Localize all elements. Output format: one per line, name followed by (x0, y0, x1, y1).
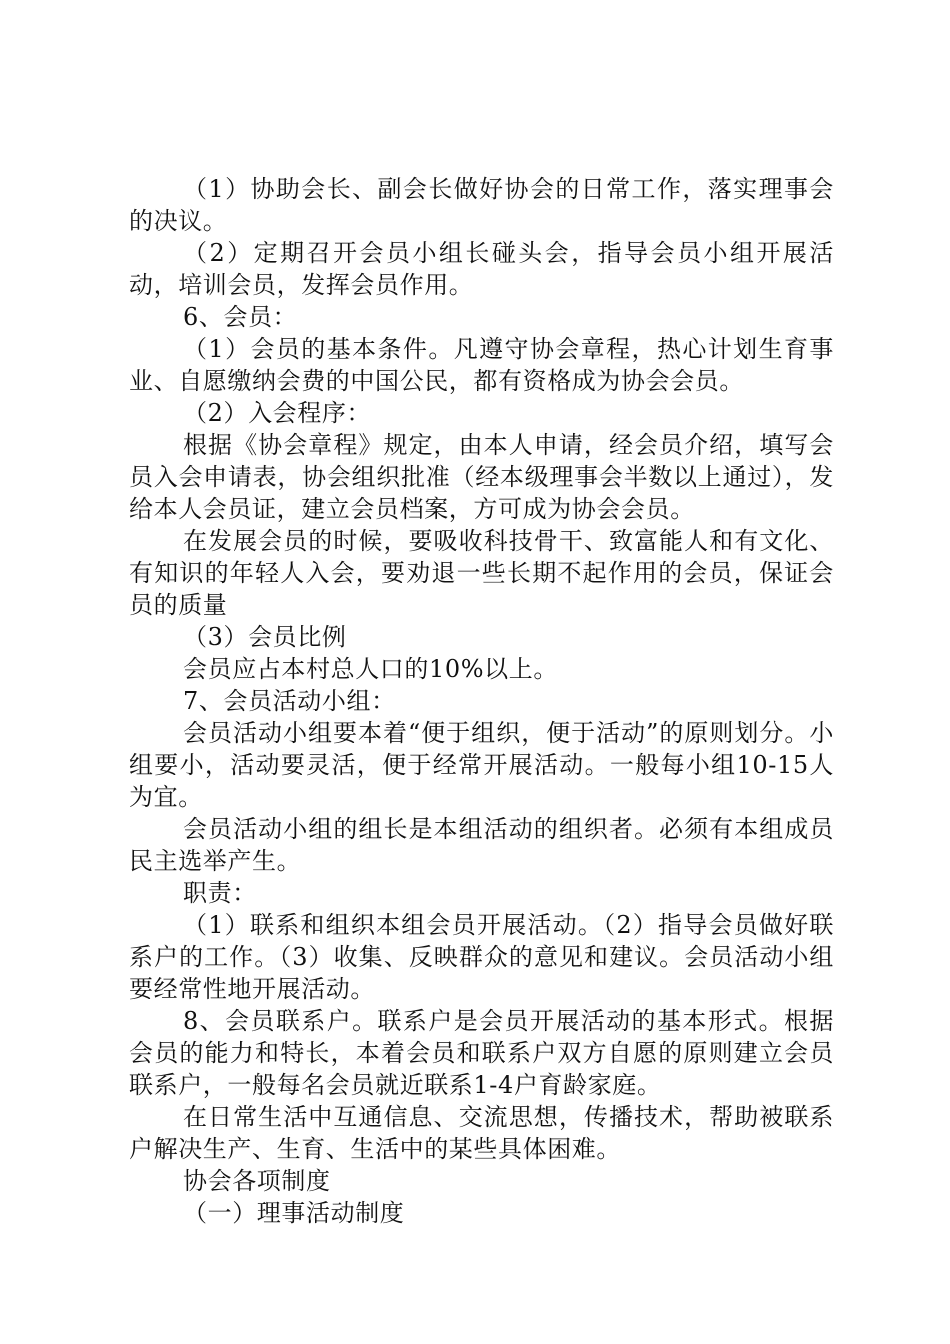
paragraph-assist-chairman: （1）协助会长、副会长做好协会的日常工作，落实理事会的决议。 (129, 175, 834, 235)
paragraph-contact-households: 8、会员联系户。联系户是会员开展活动的基本形式。根据会员的能力和特长，本着会员和联系户双方自愿的原则建立会员联系户，一般每名会员就近联系1-4户育龄家庭。 (129, 1007, 834, 1099)
paragraph-daily-life-help: 在日常生活中互通信息、交流思想，传播技术，帮助被联系户解决生产、生育、生活中的某些具体困难。 (129, 1103, 834, 1163)
heading-activity-groups: 7、会员活动小组： (183, 687, 396, 715)
heading-association-rules: 协会各项制度 (183, 1167, 331, 1195)
paragraph-group-division: 会员活动小组要本着“便于组织，便于活动”的原则划分。小组要小，活动要灵活，便于经常开展活动。一般每小组10-15人为宜。 (129, 719, 834, 811)
paragraph-join-procedure: 根据《协会章程》规定，由本人申请，经会员介绍，填写会员入会申请表，协会组织批准（经本级理事会半数以上通过），发给本人会员证，建立会员档案，方可成为协会会员。 (129, 431, 834, 523)
paragraph-duties: （1）联系和组织本组会员开展活动。（2）指导会员做好联系户的工作。（3）收集、反映群众的意见和建议。会员活动小组要经常性地开展活动。 (129, 911, 834, 1003)
heading-join-procedure: （2）入会程序： (183, 399, 372, 427)
paragraph-member-development: 在发展会员的时候，要吸收科技骨干、致富能人和有文化、有知识的年轻人入会，要劝退一些长期不起作用的会员，保证会员的质量 (129, 527, 834, 619)
heading-member-ratio: （3）会员比例 (183, 623, 347, 651)
document-body (129, 173, 834, 1229)
heading-duties: 职责： (183, 879, 257, 907)
paragraph-group-leader-meeting: （2）定期召开会员小组长碰头会，指导会员小组开展活动，培训会员，发挥会员作用。 (129, 239, 834, 299)
paragraph-member-conditions: （1）会员的基本条件。凡遵守协会章程，热心计划生育事业、自愿缴纳会费的中国公民，都有资格成为协会会员。 (129, 335, 834, 395)
paragraph-group-leader: 会员活动小组的组长是本组活动的组织者。必须有本组成员民主选举产生。 (129, 815, 834, 875)
heading-council-activity-rules: （一）理事活动制度 (183, 1199, 405, 1227)
paragraph-member-ratio: 会员应占本村总人口的10%以上。 (183, 655, 558, 683)
heading-members: 6、会员： (183, 303, 298, 331)
